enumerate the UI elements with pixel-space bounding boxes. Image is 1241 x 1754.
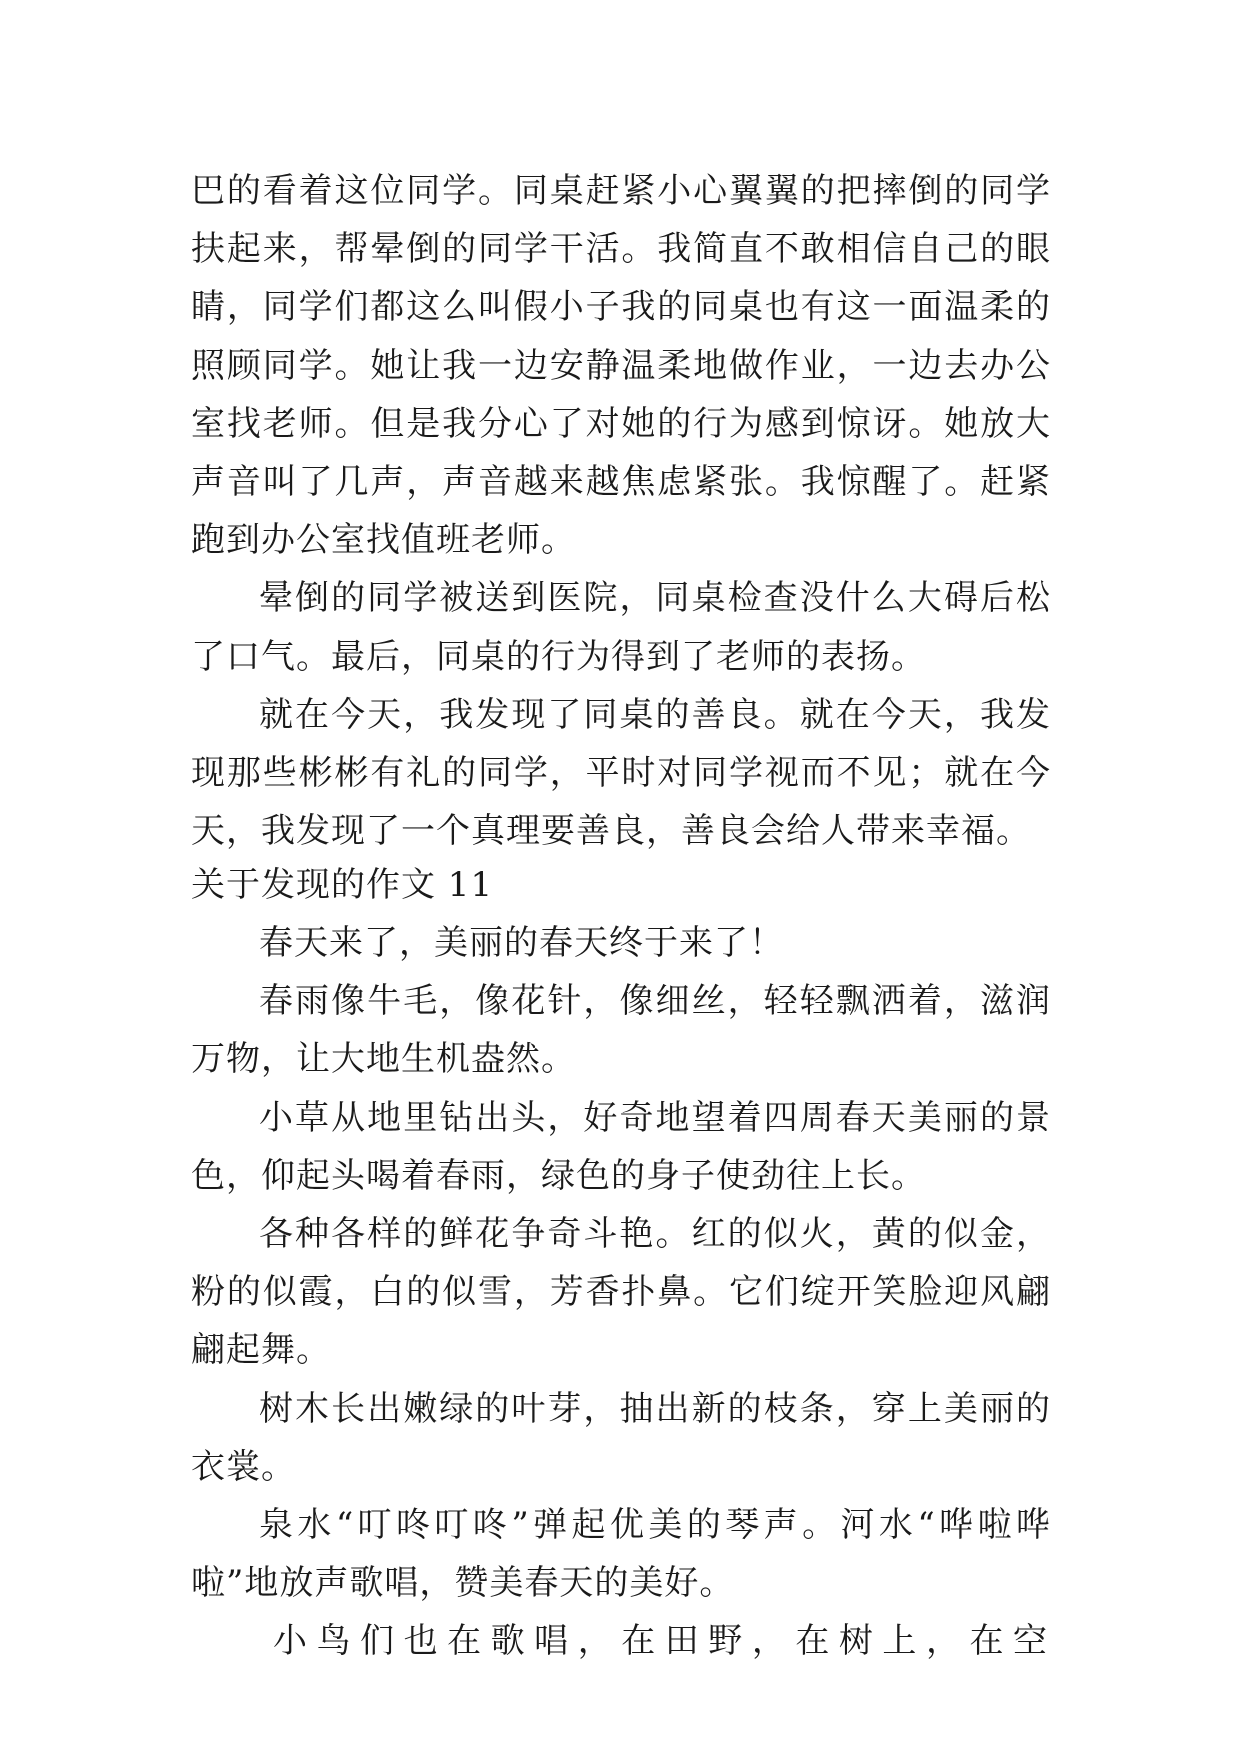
paragraph-8: 树木长出嫩绿的叶芽，抽出新的枝条，穿上美丽的衣裳。 [191,1388,1051,1487]
paragraph-7: 各种各样的鲜花争奇斗艳。红的似火，黄的似金，粉的似霞，白的似雪，芳香扑鼻。它们绽开笑脸迎风翩翩起舞。 [191,1214,1051,1371]
paragraph-3: 就在今天，我发现了同桌的善良。就在今天，我发现那些彬彬有礼的同学，平时对同学视而不见；就在今天，我发现了一个真理要善良，善良会给人带来幸福。 [191,694,1051,852]
essay-heading: 关于发现的作文 11 [191,865,494,905]
paragraph-5: 春雨像牛毛，像花针，像细丝，轻轻飘洒着，滋润万物，让大地生机盎然。 [191,981,1051,1080]
paragraph-2: 晕倒的同学被送到医院，同桌检查没什么大碍后松了口气。最后，同桌的行为得到了老师的表扬。 [191,578,1051,677]
paragraph-6: 小草从地里钻出头，好奇地望着四周春天美丽的景色，仰起头喝着春雨，绿色的身子使劲往上长。 [191,1097,1051,1196]
paragraph-10: 小鸟们也在歌唱，在田野，在树上，在空 [273,1621,1051,1662]
section-1-body [191,162,1051,860]
paragraph-1: 巴的看着这位同学。同桌赶紧小心翼翼的把摔倒的同学扶起来，帮晕倒的同学干活。我简直不敢相信自己的眼睛，同学们都这么叫假小子我的同桌也有这一面温柔的照顾同学。她让我一边安静温柔地做作业，一边去办公室找老师。但是我分心了对她的行为感到惊讶。她放大声音叫了几声，声音越来越焦虑紧张。我惊醒了。赶紧跑到办公室找值班老师。 [191,171,1051,561]
section-2-body [191,914,1051,1671]
paragraph-4: 春天来了，美丽的春天终于来了！ [259,923,784,963]
paragraph-9: 泉水“叮咚叮咚”弹起优美的琴声。河水“哗啦哗啦”地放声歌唱，赞美春天的美好。 [191,1505,1051,1604]
